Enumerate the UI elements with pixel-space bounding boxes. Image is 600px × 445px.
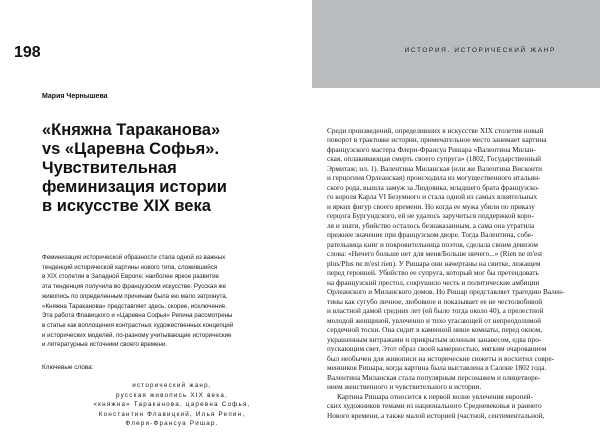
body-line: ских художников темами из национального Средневековья и раннего [327, 401, 542, 411]
abstract [42, 253, 304, 350]
abstract-line: в XIX столетии в Западной Европе; наиболее яркое развитие [42, 273, 219, 281]
keyword-line: «княжна» Тараканова, царевна Софья, [93, 401, 251, 408]
body-line: Картина Ришара относится к первой волне увлечения европей- [337, 391, 534, 401]
section-title: ИСТОРИЯ. ИСТОРИЧЕСКИЙ ЖАНР [404, 47, 556, 54]
keyword-line: Флери-Франсуа Ришар. [125, 420, 219, 427]
body-line: слова: «Ничего больше нет для меня/Больше ничего...» (Rien ne m'est [327, 249, 543, 259]
article-title-line: Чувствительная [42, 159, 177, 177]
body-line: на французский престол, сокрушило честь и политические амбиции [327, 277, 540, 287]
abstract-line: живопись по определенным причинам была ею мало затронута, [42, 292, 228, 300]
body-line: был необычен для живописи на исторические сюжеты и восхитил совре- [327, 353, 555, 363]
body-line: Среди произведений, определивших в искусстве XIX столетия новый [327, 126, 544, 135]
body-line: молодой женщиной, увлеченно и тихо угасающей от непреодолимой [327, 315, 542, 325]
body-line: тины как сугубо личное, любовное и показывает ее не честолюбивой [327, 296, 543, 306]
body-line: пускающим свет. Этот образ своей камерностью, мягким очарованием [327, 344, 547, 354]
body-line: го короля Карла VI Безумного и стала одной из самых влиятельных [327, 192, 538, 202]
body-line: Орлеанского и Миланского домов. Но Ришар представляет трагедию Вален- [327, 287, 565, 297]
abstract-line: Феминизация исторической образности стала одной из важных [42, 254, 226, 261]
body-line: и властной дамой средних лет (ей было тогда около 40), а прелестной [327, 306, 544, 316]
author-name: Мария Чернышева [42, 93, 108, 100]
abstract-line: Эта работа Флавицкого и «Царевна Софья» Репина рассмотрены [42, 312, 233, 320]
abstract-line: и литературные источники своего времени. [42, 341, 168, 349]
body-line: ская, оплакивающая смерть своего супруга» (1802, Государственный [327, 154, 542, 164]
body-line: поворот в трактовке истории, примечательное место занимает картина [327, 135, 547, 145]
abstract-line: «Княжна Тараканова» представляет здесь, скорее, исключение. [42, 302, 227, 310]
body-line: ского рода, вышла замуж за Людовика, младшего брата французско- [327, 182, 540, 192]
body-line: нием женственного и чувствительного в истории. [327, 382, 482, 392]
abstract-line: эта тенденция получила во французском искусстве. Русская же [42, 283, 227, 291]
body-line: перед героиней. Убийство ее супруга, который мог бы претендовать [327, 268, 539, 278]
keywords-list [42, 381, 302, 429]
page-number: 198 [14, 44, 41, 61]
abstract-line: и исторических моделей, по-разному учитывающие исторические [42, 331, 232, 339]
body-line: прежнее значение при французском дворе. Тогда Валентина, собе- [327, 230, 534, 240]
body-line: Эрмитаж; ил. 1). Валентина Миланская (или же Валентина Висконти [327, 163, 543, 173]
body-line: французского мастера Флери-Франсуа Ришара «Валентина Милан- [327, 144, 536, 154]
body-line: рательница книг и покровительница поэтов, сделала своим девизом [327, 239, 539, 249]
body-line: украшенным витражами и прикрытым зеленым занавесом, едва про- [327, 334, 542, 344]
body-line: Нового времени, а также малой историей (частной, сентиментальной, [327, 410, 545, 420]
keywords-label: Ключевые слова: [42, 364, 94, 371]
body-line: и герцогиня Орлеанская) происходила из могущественного итальян- [327, 173, 541, 183]
body-line: менников Ришара, когда картина была выставлена в Салоне 1802 года. [327, 363, 547, 373]
article-title-line: vs «Царевна Софья». [42, 140, 220, 158]
body-line: plus/Plus ne m'est rien). У Ришара они начертаны на свитке, лежащем [327, 258, 541, 268]
body-text [327, 126, 589, 420]
keyword-line: Константин Флавицкий, Илья Репин, [98, 410, 246, 418]
body-line: и ярких фигур своего времени. Но когда ее мужа убили по приказу [327, 201, 535, 211]
keyword-line: русская живопись XIX века, [116, 391, 228, 399]
header-band [312, 0, 600, 88]
keyword-line: исторический жанр, [132, 382, 212, 389]
abstract-line: в статье как воплощения контрастных художественных концепций [42, 321, 234, 329]
body-line: Валентина Миланская стала популярным персонажем и олицетворе- [327, 372, 541, 382]
article-title-line: в искусстве XIX века [42, 197, 211, 215]
abstract-line: тенденций исторической картины нового типа, сложившейся [42, 263, 218, 271]
body-line: ля и знати, убийство осталось безнаказанным, а сама она утратила [327, 220, 535, 230]
article-title [42, 121, 312, 216]
article-title-line: феминизация истории [42, 178, 227, 196]
body-line: герцога Бургундского, ей не удалось заручиться поддержкой коро- [327, 211, 534, 221]
body-line: сердечной тоски. Она сидит в каменной нише комнаты, перед окном, [327, 325, 543, 335]
article-title-line: «Княжна Тараканова» [42, 121, 221, 139]
